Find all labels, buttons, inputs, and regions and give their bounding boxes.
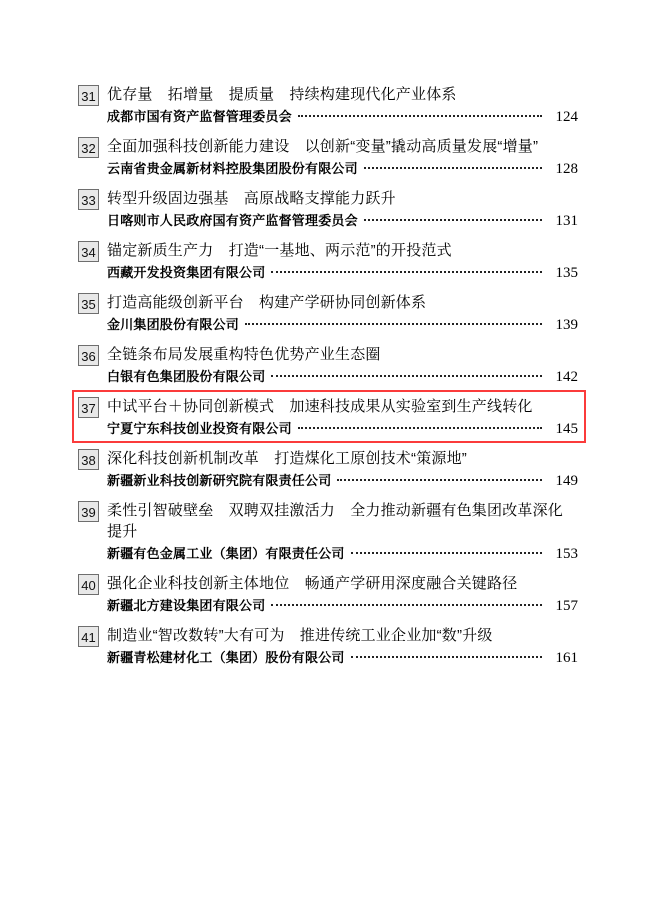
entry-page-number: 124 <box>555 109 578 125</box>
entry-page-number: 128 <box>555 161 578 177</box>
entry-title: 全链条布局发展重构特色优势产业生态圈 <box>107 346 381 363</box>
entry-body <box>107 344 578 387</box>
dot-leader <box>351 648 542 662</box>
entry-number-badge: 34 <box>78 241 99 262</box>
entry-number-badge: 41 <box>78 626 99 647</box>
entry-author: 云南省贵金属新材料控股集团股份有限公司 <box>107 161 358 176</box>
entry-subline <box>107 315 578 335</box>
entry-body <box>107 625 578 668</box>
entry-subline <box>107 596 578 616</box>
dot-leader <box>271 367 542 381</box>
entry-subline <box>107 159 578 179</box>
entry-subline <box>107 211 578 231</box>
entry-subline <box>107 471 578 491</box>
dot-leader <box>364 159 542 173</box>
entry-title: 制造业“智改数转”大有可为 推进传统工业企业加“数”升级 <box>107 627 493 644</box>
toc-entry[interactable] <box>78 344 578 387</box>
entry-page-number: 142 <box>555 369 578 385</box>
toc-entry[interactable] <box>78 188 578 231</box>
dot-leader <box>298 107 542 121</box>
entry-subline <box>107 107 578 127</box>
entry-body <box>107 573 578 616</box>
entry-author: 西藏开发投资集团有限公司 <box>107 265 266 280</box>
toc-entry[interactable] <box>78 84 578 127</box>
entry-subline <box>107 648 578 668</box>
entry-page-number: 157 <box>555 598 578 614</box>
entry-number-badge: 40 <box>78 574 99 595</box>
entry-subline <box>107 419 578 439</box>
entry-number-badge: 31 <box>78 85 99 106</box>
entry-body <box>107 396 578 439</box>
entry-author: 日喀则市人民政府国有资产监督管理委员会 <box>107 213 358 228</box>
entry-page-number: 131 <box>555 213 578 229</box>
entry-subline <box>107 367 578 387</box>
entry-author: 白银有色集团股份有限公司 <box>107 369 266 384</box>
entry-title: 打造高能级创新平台 构建产学研协同创新体系 <box>107 294 427 311</box>
entry-body <box>107 188 578 231</box>
entry-number-badge: 35 <box>78 293 99 314</box>
entry-author: 宁夏宁东科技创业投资有限公司 <box>107 421 292 436</box>
entry-author: 金川集团股份有限公司 <box>107 317 240 332</box>
entry-title: 优存量 拓增量 提质量 持续构建现代化产业体系 <box>107 86 457 103</box>
toc-entry[interactable] <box>78 292 578 335</box>
entry-body <box>107 240 578 283</box>
entry-number-badge: 37 <box>78 397 99 418</box>
toc-entry[interactable] <box>78 448 578 491</box>
entry-number-badge: 36 <box>78 345 99 366</box>
dot-leader <box>364 211 542 225</box>
entry-title: 中试平台＋协同创新模式 加速科技成果从实验室到生产线转化 <box>107 398 533 415</box>
entry-title: 深化科技创新机制改革 打造煤化工原创技术“策源地” <box>107 450 467 467</box>
toc-entry[interactable] <box>78 136 578 179</box>
entry-number-badge: 32 <box>78 137 99 158</box>
entry-body <box>107 292 578 335</box>
entry-number-badge: 38 <box>78 449 99 470</box>
entry-title: 强化企业科技创新主体地位 畅通产学研用深度融合关键路径 <box>107 575 518 592</box>
dot-leader <box>337 471 542 485</box>
entry-author: 新疆北方建设集团有限公司 <box>107 598 266 613</box>
entry-subline <box>107 544 578 564</box>
dot-leader <box>245 315 542 329</box>
entry-page-number: 135 <box>555 265 578 281</box>
entry-number-badge: 39 <box>78 501 99 522</box>
entry-page-number: 139 <box>555 317 578 333</box>
dot-leader <box>271 263 542 277</box>
entry-page-number: 145 <box>555 421 578 437</box>
entry-page-number: 153 <box>555 546 578 562</box>
entry-title: 柔性引智破壁垒 双聘双挂激活力 全力推动新疆有色集团改革深化提升 <box>107 502 564 540</box>
toc-entry[interactable] <box>78 625 578 668</box>
entry-body <box>107 448 578 491</box>
dot-leader <box>298 419 542 433</box>
entry-title: 全面加强科技创新能力建设 以创新“变量”撬动高质量发展“增量” <box>107 138 539 155</box>
entry-page-number: 161 <box>555 650 578 666</box>
entry-subline <box>107 263 578 283</box>
toc-entry[interactable] <box>78 573 578 616</box>
table-of-contents <box>78 84 578 677</box>
entry-author: 新疆有色金属工业（集团）有限责任公司 <box>107 546 345 561</box>
toc-entry[interactable] <box>78 500 578 564</box>
toc-entry[interactable] <box>78 396 578 439</box>
entry-author: 新疆新业科技创新研究院有限责任公司 <box>107 473 332 488</box>
entry-page-number: 149 <box>555 473 578 489</box>
entry-body <box>107 500 578 564</box>
entry-body <box>107 136 578 179</box>
dot-leader <box>351 544 542 558</box>
entry-number-badge: 33 <box>78 189 99 210</box>
entry-title: 锚定新质生产力 打造“一基地、两示范”的开投范式 <box>107 242 452 259</box>
toc-entry[interactable] <box>78 240 578 283</box>
entry-author: 新疆青松建材化工（集团）股份有限公司 <box>107 650 345 665</box>
dot-leader <box>271 596 542 610</box>
entry-author: 成都市国有资产监督管理委员会 <box>107 109 292 124</box>
entry-title: 转型升级固边强基 高原战略支撑能力跃升 <box>107 190 396 207</box>
entry-body <box>107 84 578 127</box>
